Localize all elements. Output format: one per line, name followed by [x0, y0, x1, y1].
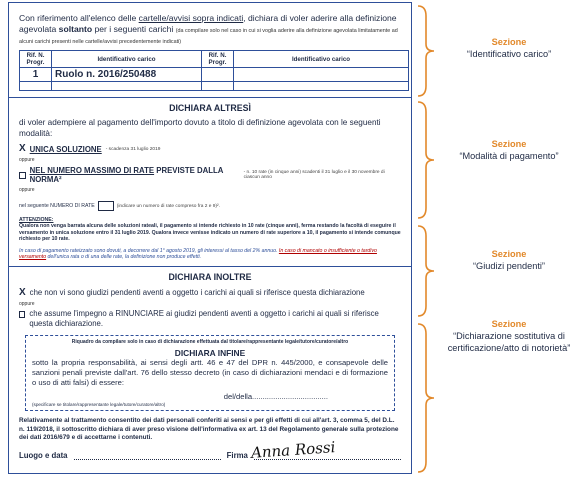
- cell-rif[interactable]: 1: [20, 68, 52, 82]
- th-identificativo-1: Identificativo carico: [52, 51, 202, 68]
- note-text-2: dell'unica rata o di una delle rate, la definizione non produce effetti.: [46, 254, 202, 261]
- section-title: Sezione: [491, 139, 527, 149]
- table-header-row: [20, 51, 409, 68]
- note-text: In caso di pagamento rateizzato sono dovuti, a decorrere dal 1° agosto 2019, gli interessi al tasso del 2% annuo.: [19, 247, 279, 254]
- brace-identificativo-icon: [416, 4, 436, 98]
- cell-rif-2[interactable]: [202, 82, 234, 91]
- numero-rate-hint: (indicare un numero di rate compreso fra 2 e 9)².: [116, 203, 220, 209]
- rate-note: - n. 10 rate (in cinque anni) scadenti il 31 luglio e il 30 novembre di ciascun anno: [243, 170, 385, 180]
- section-title: Sezione: [491, 249, 527, 259]
- rinuncia-text: che assume l'impegno a RINUNCIARE ai giudizi pendenti aventi a oggetto i carichi ai quali si riferisce questa dichiarazione.: [29, 309, 379, 329]
- privacy-text: Relativamente al trattamento consentito dei dati personali conferiti ai sensi e per gli effetti di cui all'art. 3, comma 5, del D.L. n. 119/2018, il sottoscritto dichiara di aver preso visione dell'informativa ex art. 13 del Regolamento generale sulla protezione dei dati 2016/679 e di accettarne i contenuti.: [19, 417, 399, 442]
- luogo-field[interactable]: [74, 452, 221, 460]
- divider: [9, 266, 411, 267]
- signature: Anna Rossi: [250, 437, 336, 462]
- heading-altresi: DICHIARA ALTRESÌ: [169, 103, 251, 113]
- attenzione-title: ATTENZIONE:: [19, 217, 54, 223]
- th-identificativo-2: Identificativo carico: [234, 51, 409, 68]
- para-pagamento: di voler adempiere al pagamento dell'importo dovuto a titolo di definizione agevolata con le seguenti modalità:: [19, 118, 381, 138]
- box-hint: Riquadro da compilare solo in caso di dichiarazione effettuata dal titolare/rappresentante legale/tutore/curatore/altro: [71, 339, 349, 346]
- attenzione-block: [19, 217, 401, 243]
- dichiarazione-box: [25, 335, 395, 411]
- section-title: Sezione: [491, 37, 527, 47]
- section-label-giudizi: [438, 248, 580, 272]
- intro-pre: Con riferimento all'elenco delle: [19, 13, 139, 23]
- unica-note: - scadenza 31 luglio 2019: [105, 146, 161, 152]
- form-document: [8, 2, 412, 474]
- brace-pagamento-icon: [416, 100, 436, 220]
- oppure-label: oppure: [19, 187, 35, 193]
- section-subtitle: “Dichiarazione sostitutiva di certificazione/atto di notorietà”: [447, 331, 571, 353]
- option-no-giudizi[interactable]: [19, 288, 401, 298]
- cell-rif[interactable]: [20, 82, 52, 91]
- oppure-label: oppure: [19, 157, 35, 163]
- rate-label: NEL NUMERO MASSIMO DI RATE: [29, 166, 155, 175]
- section-label-pagamento: [438, 138, 580, 162]
- brace-giudizi-icon: [416, 224, 436, 318]
- intro-small-note: (da compilare solo nel caso in cui si voglia aderire alla definizione agevolata limitatamente ad alcuni carichi presenti nelle cartelle/avvisi precedentemente indicati): [19, 28, 398, 45]
- signature-row: [19, 437, 401, 462]
- section-subtitle: “Identificativo carico”: [466, 49, 552, 59]
- cell-rif-2[interactable]: [202, 68, 234, 82]
- del-della-field[interactable]: del/della....................................: [223, 392, 328, 402]
- numero-rate-input[interactable]: [98, 201, 114, 211]
- intro-text: [19, 13, 401, 46]
- section-subtitle: “Modalità di pagamento”: [459, 151, 559, 161]
- table-row: [20, 68, 409, 82]
- option-rate-massime[interactable]: [19, 166, 401, 184]
- specificare-hint: (specificare se titolare/rappresentante legale/tutore/curatore/altro): [32, 402, 166, 408]
- section-title: Sezione: [491, 319, 527, 329]
- checked-mark-icon[interactable]: X: [19, 143, 26, 154]
- interessi-note: [19, 248, 401, 261]
- th-rif-2: Rif. N. Progr.: [202, 51, 234, 68]
- option-numero-rate: [19, 201, 401, 211]
- heading-infine: DICHIARA INFINE: [174, 348, 246, 359]
- cell-identificativo-2[interactable]: [234, 82, 409, 91]
- section-label-dichiarazione: [438, 318, 580, 354]
- checkbox-icon[interactable]: [19, 172, 26, 179]
- note-red: In caso di mancato o insufficiente o tardivo versamento: [19, 247, 377, 261]
- intro-link: cartelle/avvisi sopra indicati: [138, 13, 244, 23]
- unica-label: UNICA SOLUZIONE: [29, 144, 102, 154]
- oppure-label: oppure: [19, 301, 35, 308]
- cell-identificativo-2[interactable]: [234, 68, 409, 82]
- th-rif-1: Rif. N. Progr.: [20, 51, 52, 68]
- table-row: [20, 82, 409, 91]
- rate-label-2: PREVISTE DALLA NORMA²: [29, 166, 224, 184]
- heading-inoltre: DICHIARA INOLTRE: [168, 272, 252, 283]
- brace-dichiarazione-icon: [416, 322, 436, 474]
- option-rinuncia[interactable]: [19, 309, 401, 329]
- cell-identificativo[interactable]: Ruolo n. 2016/250488: [52, 68, 202, 82]
- option-unica-soluzione[interactable]: [19, 144, 401, 154]
- no-giudizi-text: che non vi sono giudizi pendenti aventi a oggetto i carichi ai quali si riferisce questa dichiarazione: [29, 288, 365, 298]
- attenzione-text: Qualora non venga barrata alcuna delle soluzioni rateali, il pagamento si intende richiesto in 10 rate (cinque anni), ferma restando la facoltà di eseguire il versamento in unica soluzione entro il 31 luglio 2019. Qualora invece venisse indicato un numero di rate superiore a 10, il pagamento si intende comunque richiesto per 10 rate.: [19, 223, 401, 243]
- firma-label: Firma: [226, 450, 248, 460]
- intro-post: , dichiara di voler aderire alla definizione agevolata: [19, 13, 397, 34]
- divider: [9, 97, 411, 98]
- checked-mark-icon[interactable]: X: [19, 287, 26, 299]
- numero-rate-label: nel seguente NUMERO DI RATE: [19, 203, 95, 209]
- luogo-label: Luogo e data: [19, 450, 68, 460]
- cell-identificativo[interactable]: [52, 82, 202, 91]
- infine-text: sotto la propria responsabilità, ai sensi degli artt. 46 e 47 del DPR n. 445/2000, e consapevole delle sanzioni penali previste dall'art. 76 dello stesso decreto (in caso di dichiarazioni mendaci e di formazione o uso di atti falsi) di essere:: [32, 358, 388, 388]
- section-label-identificativo: [438, 36, 580, 60]
- checkbox-icon[interactable]: [19, 311, 25, 318]
- section-subtitle: “Giudizi pendenti”: [472, 261, 545, 271]
- intro-bold: soltanto: [58, 24, 93, 34]
- intro-post2: per i seguenti carichi: [92, 24, 174, 34]
- carichi-table: [19, 50, 409, 91]
